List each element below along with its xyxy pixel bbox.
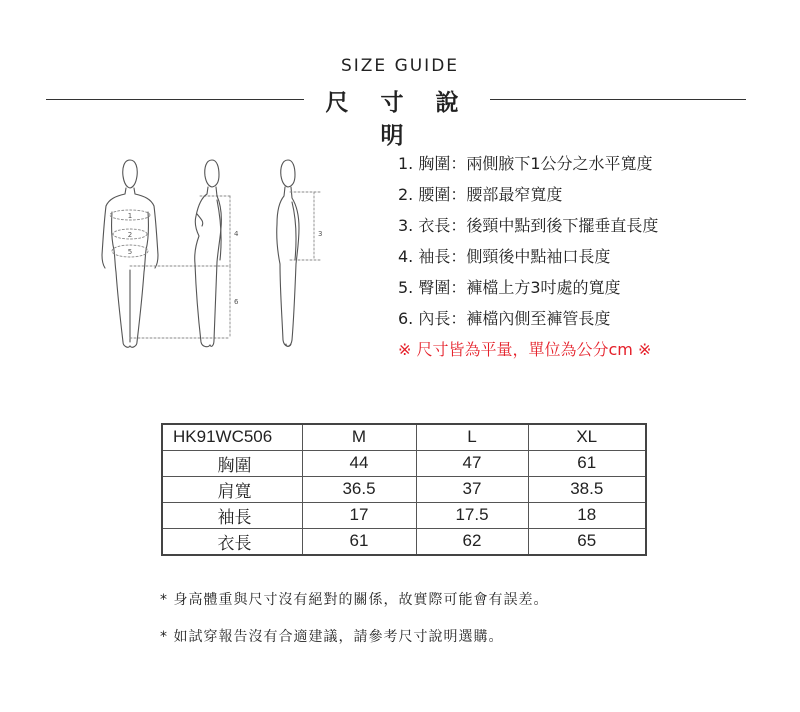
table-row <box>162 502 646 528</box>
table-row-label: 衣長 <box>162 528 302 555</box>
table-cell: 61 <box>528 450 646 476</box>
size-guide-title-en: SIZE GUIDE <box>340 56 460 76</box>
marker-chest: 1 <box>127 212 133 220</box>
table-row-label: 袖長 <box>162 502 302 528</box>
definition-item: 6. 內長：褲檔內側至褲管長度 <box>398 309 611 328</box>
table-size-header: XL <box>528 424 646 450</box>
marker-inseam: 6 <box>234 298 239 306</box>
table-cell: 17.5 <box>416 502 528 528</box>
definition-item: 3. 衣長：後頸中點到後下擺垂直長度 <box>398 216 659 235</box>
size-guide-title-zh: 尺 寸 說 明 <box>325 90 471 149</box>
table-row-label: 肩寬 <box>162 476 302 502</box>
table-cell: 61 <box>302 528 416 555</box>
side-body-figure <box>195 160 222 347</box>
definition-item: 5. 臀圍：褲檔上方3吋處的寬度 <box>398 278 621 297</box>
footnote-fitting-advice: * 如試穿報告沒有合適建議，請參考尺寸說明選購。 <box>160 629 504 645</box>
divider-left <box>46 99 304 100</box>
size-table <box>161 423 647 556</box>
body-measurement-diagram <box>90 150 350 360</box>
table-row <box>162 476 646 502</box>
back-body-figure <box>277 160 299 346</box>
table-cell: 36.5 <box>302 476 416 502</box>
definition-item: 4. 袖長：側頸後中點袖口長度 <box>398 247 611 266</box>
marker-waist: 2 <box>127 231 133 239</box>
definition-item: 1. 胸圍：兩側腋下1公分之水平寬度 <box>398 154 653 173</box>
table-cell: 17 <box>302 502 416 528</box>
table-cell: 44 <box>302 450 416 476</box>
table-cell: 47 <box>416 450 528 476</box>
divider-right <box>490 99 746 100</box>
footnote-disclaimer: * 身高體重與尺寸沒有絕對的關係，故實際可能會有誤差。 <box>160 592 549 608</box>
marker-hip: 5 <box>127 248 133 256</box>
measurement-definitions <box>398 148 728 365</box>
measurement-note: ※ 尺寸皆為平量，單位為公分cm ※ <box>398 340 652 359</box>
size-guide-header <box>0 84 800 149</box>
marker-body-length: 3 <box>318 230 323 238</box>
table-cell: 62 <box>416 528 528 555</box>
marker-sleeve-length: 4 <box>234 230 239 238</box>
table-size-header: L <box>416 424 528 450</box>
table-size-header: M <box>302 424 416 450</box>
table-cell: 38.5 <box>528 476 646 502</box>
table-header-row <box>162 424 646 450</box>
table-model-cell: HK91WC506 <box>162 424 302 450</box>
definition-item: 2. 腰圍：腰部最窄寬度 <box>398 185 563 204</box>
table-cell: 18 <box>528 502 646 528</box>
table-row <box>162 450 646 476</box>
table-cell: 65 <box>528 528 646 555</box>
table-row-label: 胸圍 <box>162 450 302 476</box>
table-row <box>162 528 646 555</box>
table-cell: 37 <box>416 476 528 502</box>
